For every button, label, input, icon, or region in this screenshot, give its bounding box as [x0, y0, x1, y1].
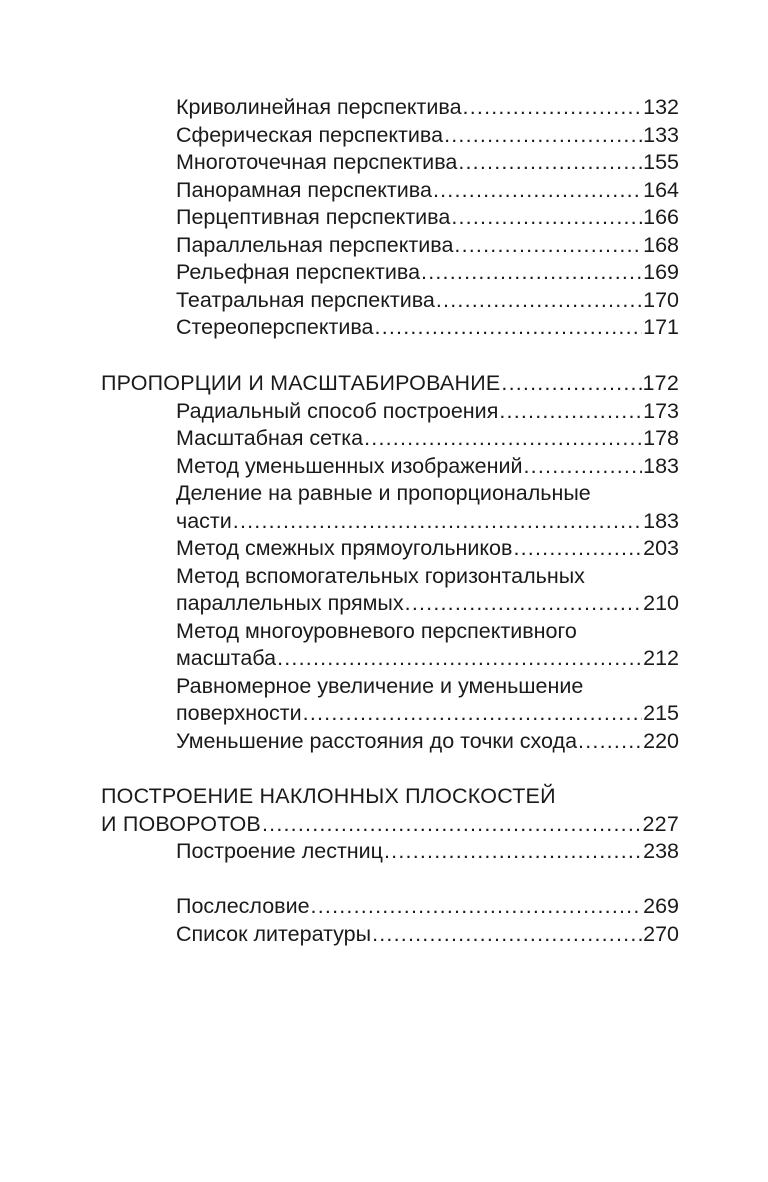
toc-leader: [499, 397, 642, 425]
toc-entry-page: 203: [643, 536, 679, 560]
toc-entry-title-line: Деление на равные и пропорциональные: [176, 481, 591, 505]
toc-entry: [176, 589, 679, 617]
toc-leader: [384, 837, 642, 865]
toc-entry-title: Радиальный способ построения: [176, 398, 499, 423]
toc-entry-title: Построение лестниц: [176, 839, 383, 863]
toc-leader: [375, 313, 643, 341]
toc-entry: [176, 176, 679, 204]
toc-leader: [372, 920, 642, 948]
toc-entry-title: масштаба: [176, 646, 277, 670]
toc-entry-title: Перцептивная перспектива: [176, 205, 451, 229]
toc-entry-title: Метод уменьшенных изображений: [176, 453, 523, 478]
toc-leader: [436, 286, 642, 314]
toc-entry-page: 171: [643, 315, 679, 339]
toc-leader: [578, 727, 642, 755]
toc-leader: [262, 810, 642, 838]
toc-leader: [524, 452, 643, 480]
toc-entry-title: части: [176, 508, 232, 533]
toc-entry: [176, 699, 679, 727]
toc-leader: [311, 892, 643, 920]
toc-section-title: ПРОПОРЦИИ И МАСШТАБИРОВАНИЕ: [101, 371, 501, 395]
toc-section-page: 172: [642, 371, 679, 395]
toc-entry-page: 178: [643, 426, 679, 450]
toc-leader: [463, 93, 643, 121]
toc-entry-page: 173: [643, 398, 679, 423]
toc-entry-title: Стереоперспектива: [176, 315, 374, 339]
toc-section-title: И ПОВОРОТОВ: [101, 811, 261, 836]
toc-entry: [176, 93, 679, 121]
toc-leader: [233, 507, 642, 535]
toc-entry-title: Театральная перспектива: [176, 287, 435, 312]
toc-entry-title: Криволинейная перспектива: [176, 95, 462, 119]
toc-entry: [176, 507, 679, 535]
toc-section-page: 227: [642, 811, 679, 836]
toc-entry: [176, 258, 679, 286]
toc-entry: [176, 397, 679, 425]
toc-leader: [277, 644, 642, 672]
toc-leader: [501, 369, 641, 397]
toc-entry-page: 170: [643, 287, 679, 312]
toc-entry: [176, 644, 679, 672]
toc-entry-page: 238: [643, 839, 679, 863]
toc-entry-page: 166: [643, 205, 679, 229]
toc-entry: [176, 837, 679, 865]
toc-entry-title: параллельных прямых: [176, 591, 404, 615]
toc-entry-page: 183: [643, 453, 679, 478]
toc-entry-title: Масштабная сетка: [176, 426, 364, 450]
toc-entry-page: 183: [643, 508, 679, 533]
toc-entry-title: Сферическая перспектива: [176, 122, 444, 147]
toc-entry: [176, 231, 679, 259]
toc-entry-page: 215: [643, 701, 679, 725]
toc-entry-page: 132: [643, 95, 679, 119]
toc-entry: [176, 727, 679, 755]
toc-leader: [454, 231, 642, 259]
toc-entry-page: 270: [643, 921, 679, 946]
toc-entry: [176, 121, 679, 149]
toc-entry: [176, 920, 679, 948]
toc-entry: [176, 452, 679, 480]
toc-entry-page: 164: [643, 177, 679, 202]
toc-entry-title: Параллельная перспектива: [176, 232, 454, 257]
toc-section-heading: [101, 810, 679, 838]
toc-entry-page: 155: [643, 150, 679, 174]
toc-entry: [176, 313, 679, 341]
toc-entry-title: Панорамная перспектива: [176, 177, 432, 202]
toc-entry-title-line: Метод многоуровневого перспективного: [176, 618, 577, 643]
toc-leader: [513, 534, 642, 562]
toc-leader: [303, 699, 642, 727]
toc-leader: [444, 121, 642, 149]
toc-entry: [176, 534, 679, 562]
toc-entry-page: 133: [643, 122, 679, 147]
toc-entry-page: 220: [643, 728, 679, 753]
toc-entry-title: поверхности: [176, 701, 302, 725]
toc-section-heading: [101, 369, 679, 397]
toc-entry-page: 212: [643, 646, 679, 670]
toc-entry: [176, 892, 679, 920]
toc-entry: [176, 286, 679, 314]
toc-entry-title-line: Метод вспомогательных горизонтальных: [176, 563, 585, 588]
toc-leader: [458, 148, 642, 176]
toc-entry: [176, 203, 679, 231]
toc-entry: [176, 424, 679, 452]
toc-entry-page: 169: [643, 260, 679, 284]
toc-entry: [176, 148, 679, 176]
toc-leader: [421, 258, 642, 286]
toc-entry-title: Список литературы: [176, 921, 372, 946]
toc-leader: [364, 424, 642, 452]
toc-entry-page: 168: [643, 232, 679, 257]
toc-entry-title: Метод смежных прямоугольников: [176, 536, 513, 560]
toc-leader: [433, 176, 642, 204]
toc-leader: [405, 589, 642, 617]
toc-entry-title: Рельефная перспектива: [176, 260, 421, 284]
toc-entry-title: Уменьшение расстояния до точки схода: [176, 728, 578, 753]
toc-entry-page: 210: [643, 591, 679, 615]
toc-entry-page: 269: [643, 894, 679, 918]
toc-leader: [451, 203, 642, 231]
toc-section-title-line: ПОСТРОЕНИЕ НАКЛОННЫХ ПЛОСКОСТЕЙ: [101, 784, 556, 808]
toc-entry-title-line: Равномерное увеличение и уменьшение: [176, 673, 584, 698]
toc-entry-title: Многоточечная перспектива: [176, 150, 458, 174]
toc-entry-title: Послесловие: [176, 894, 310, 918]
